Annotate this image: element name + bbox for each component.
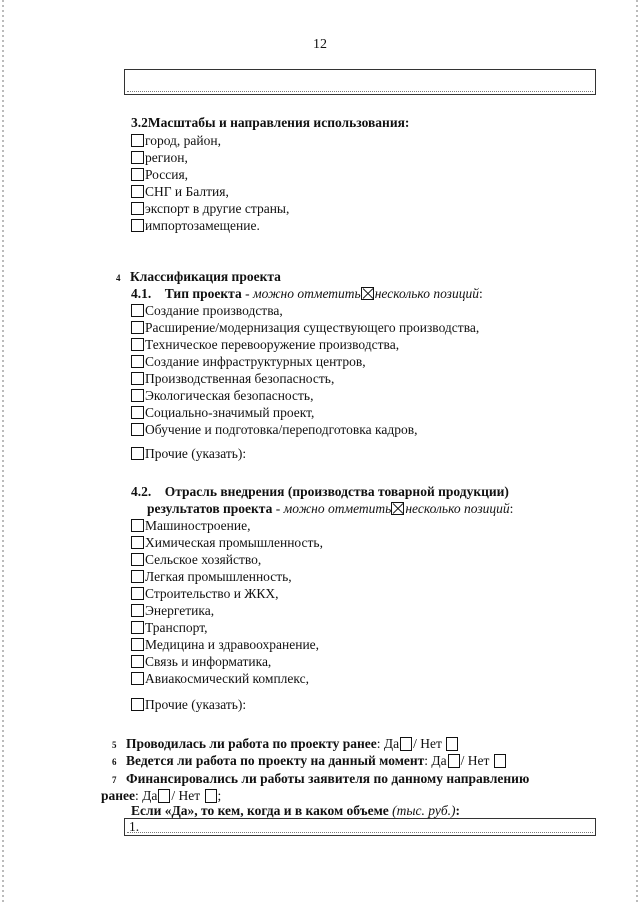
section-3-2-heading: 3.2Масштабы и направления использования: (131, 115, 410, 130)
list-item[interactable]: Техническое перевооружение производства, (131, 336, 479, 353)
checkbox[interactable] (131, 698, 144, 711)
checkbox[interactable] (131, 304, 144, 317)
checkbox[interactable] (131, 536, 144, 549)
list-item[interactable]: Энергетика, (131, 602, 323, 619)
list-item[interactable]: Создание инфраструктурных центров, (131, 353, 479, 370)
example-checked-box (361, 287, 374, 300)
list-item[interactable]: Создание производства, (131, 302, 479, 319)
list-item[interactable]: импортозамещение. (131, 217, 289, 234)
checkbox[interactable] (131, 570, 144, 583)
list-item[interactable]: Легкая промышленность, (131, 568, 323, 585)
checkbox-list-3-2 (131, 132, 289, 234)
checkbox[interactable] (131, 372, 144, 385)
list-item[interactable]: Химическая промышленность, (131, 534, 323, 551)
no-checkbox[interactable] (494, 754, 506, 768)
example-checked-box (391, 502, 404, 515)
section-4-2-heading: 4.2. Отрасль внедрения (производства товарной продукции) (131, 484, 509, 499)
top-input-frame[interactable] (124, 69, 596, 95)
list-item[interactable]: Транспорт, (131, 619, 323, 636)
scan-edge-left (2, 0, 4, 905)
question-7-line2: ранее: Да / Нет ; (101, 788, 222, 803)
list-item[interactable]: Машиностроение, (131, 517, 323, 534)
list-item[interactable]: город, район, (131, 132, 289, 149)
checkbox[interactable] (131, 553, 144, 566)
funding-entry-field[interactable] (124, 818, 596, 836)
yes-checkbox[interactable] (448, 754, 460, 768)
question-7-line1: 7 Финансировались ли работы заявителя по данному направлению (112, 771, 530, 786)
checkbox[interactable] (131, 672, 144, 685)
checkbox[interactable] (131, 355, 144, 368)
list-item[interactable]: СНГ и Балтия, (131, 183, 289, 200)
checkbox[interactable] (131, 655, 144, 668)
checkbox[interactable] (131, 587, 144, 600)
list-item[interactable]: Производственная безопасность, (131, 370, 479, 387)
list-item[interactable]: экспорт в другие страны, (131, 200, 289, 217)
checkbox[interactable] (131, 151, 144, 164)
checkbox[interactable] (131, 321, 144, 334)
list-item[interactable]: Обучение и подготовка/переподготовка кадров, (131, 421, 479, 438)
checkbox[interactable] (131, 638, 144, 651)
checkbox[interactable] (131, 621, 144, 634)
question-7-followup: Если «Да», то кем, когда и в каком объеме (тыс. руб.): (131, 803, 460, 818)
checkbox[interactable] (131, 389, 144, 402)
yes-checkbox[interactable] (158, 789, 170, 803)
no-checkbox[interactable] (205, 789, 217, 803)
list-item[interactable]: Связь и информатика, (131, 653, 323, 670)
section-4-heading: 4 Классификация проекта (116, 269, 281, 284)
page-number: 12 (313, 37, 327, 52)
list-item[interactable]: Строительство и ЖКХ, (131, 585, 323, 602)
question-5: 5 Проводилась ли работа по проекту ранее: Да / Нет (112, 735, 459, 754)
other-item-4-1[interactable]: Прочие (указать): (131, 445, 246, 462)
list-item[interactable]: Социально-значимый проект, (131, 404, 479, 421)
checkbox[interactable] (131, 519, 144, 532)
no-checkbox[interactable] (446, 737, 458, 751)
other-item-4-2[interactable]: Прочие (указать): (131, 696, 246, 713)
checkbox[interactable] (131, 423, 144, 436)
list-item[interactable]: регион, (131, 149, 289, 166)
list-item[interactable]: Авиакосмический комплекс, (131, 670, 323, 687)
list-item[interactable]: Экологическая безопасность, (131, 387, 479, 404)
checkbox[interactable] (131, 447, 144, 460)
entry-number: 1. (129, 819, 140, 834)
checkbox[interactable] (131, 134, 144, 147)
checkbox[interactable] (131, 168, 144, 181)
checkbox-list-4-1 (131, 302, 479, 438)
checkbox[interactable] (131, 406, 144, 419)
checkbox[interactable] (131, 338, 144, 351)
section-4-1-heading: 4.1. Тип проекта - можно отметить несколько позиций: (131, 286, 483, 301)
section-4-2-subheading: результатов проекта - можно отметить несколько позиций: (147, 501, 514, 516)
list-item[interactable]: Медицина и здравоохранение, (131, 636, 323, 653)
scan-edge-right (636, 0, 638, 905)
checkbox[interactable] (131, 185, 144, 198)
checkbox[interactable] (131, 219, 144, 232)
checkbox[interactable] (131, 202, 144, 215)
list-item[interactable]: Сельское хозяйство, (131, 551, 323, 568)
question-6: 6 Ведется ли работа по проекту на данный момент: Да / Нет (112, 752, 507, 771)
list-item[interactable]: Расширение/модернизация существующего производства, (131, 319, 479, 336)
yes-checkbox[interactable] (400, 737, 412, 751)
checkbox[interactable] (131, 604, 144, 617)
checkbox-list-4-2 (131, 517, 323, 687)
list-item[interactable]: Россия, (131, 166, 289, 183)
